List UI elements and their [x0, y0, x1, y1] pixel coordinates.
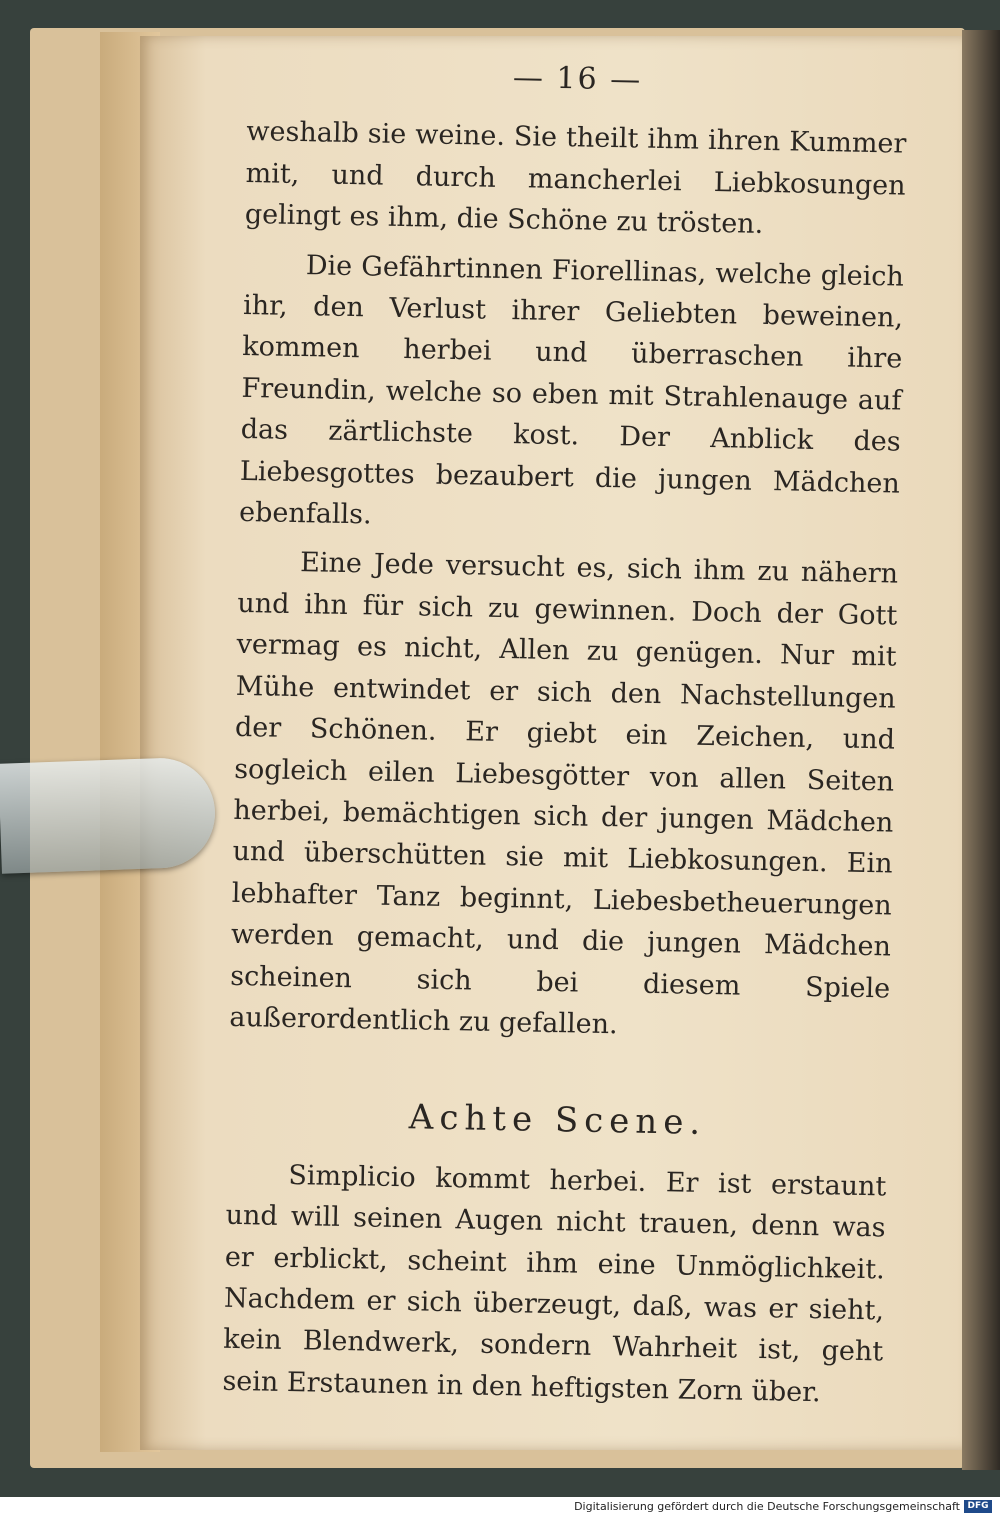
dfg-logo-icon: DFG	[964, 1500, 992, 1513]
scene-heading: Achte Scene.	[408, 1097, 707, 1144]
paragraph-text: weshalb sie weine. Sie theilt ihm ihren Kummer mit, und durch mancherlei Liebkosungen gelingt es ihm, die Schöne zu trösten.	[244, 116, 907, 241]
funding-credit: Digitalisierung gefördert durch die Deutsche Forschungsgemeinschaft	[574, 1500, 960, 1513]
paragraph	[244, 111, 906, 248]
footer-bar	[0, 1497, 1000, 1516]
paragraph	[239, 244, 904, 546]
page-text	[222, 52, 908, 1423]
paragraph	[229, 541, 898, 1050]
paragraph-text: Eine Jede versucht es, sich ihm zu nähern und ihn für sich zu gewinnen. Doch der Gott vermag es nicht, Allen zu genügen. Nur mit Mühe entwindet er sich den Nachstellungen der Schönen. Er giebt ein Zeichen, und sogleich eilen Liebesgötter von allen Seiten herbei, bemächtigen sich der jungen Mädchen und überschütten sie mit Liebkosungen. Ein lebhafter Tanz beginnt, Liebesbetheuerungen werden gemacht, und die jungen Mädchen scheinen sich bei diesem Spiele außerordentlich zu gefallen.	[229, 547, 899, 1041]
page-number: — 16 —	[512, 60, 643, 98]
page-holder-clip	[0, 756, 217, 873]
paragraph	[222, 1154, 887, 1415]
paragraph-text: Simplicio kommt herbei. Er ist erstaunt und will seinen Augen nicht trauen, denn was er erblickt, scheint ihm eine Unmöglichkeit. Nachdem er sich überzeugt, daß, was er sieht, kein Blendwerk, sondern Wahrheit ist, geht sein Erstaunen in den heftigsten Zorn über.	[222, 1159, 887, 1409]
paragraph-text: Die Gefährtinnen Fiorellinas, welche gleich ihr, den Verlust ihrer Geliebten beweinen, kommen herbei und überraschen ihre Freundin, welche so eben mit Strahlenauge auf das zärtlichste kost. Der Anblick des Liebesgottes bezaubert die jungen Mädchen ebenfalls.	[238, 249, 905, 531]
book-spine	[962, 30, 1000, 1470]
